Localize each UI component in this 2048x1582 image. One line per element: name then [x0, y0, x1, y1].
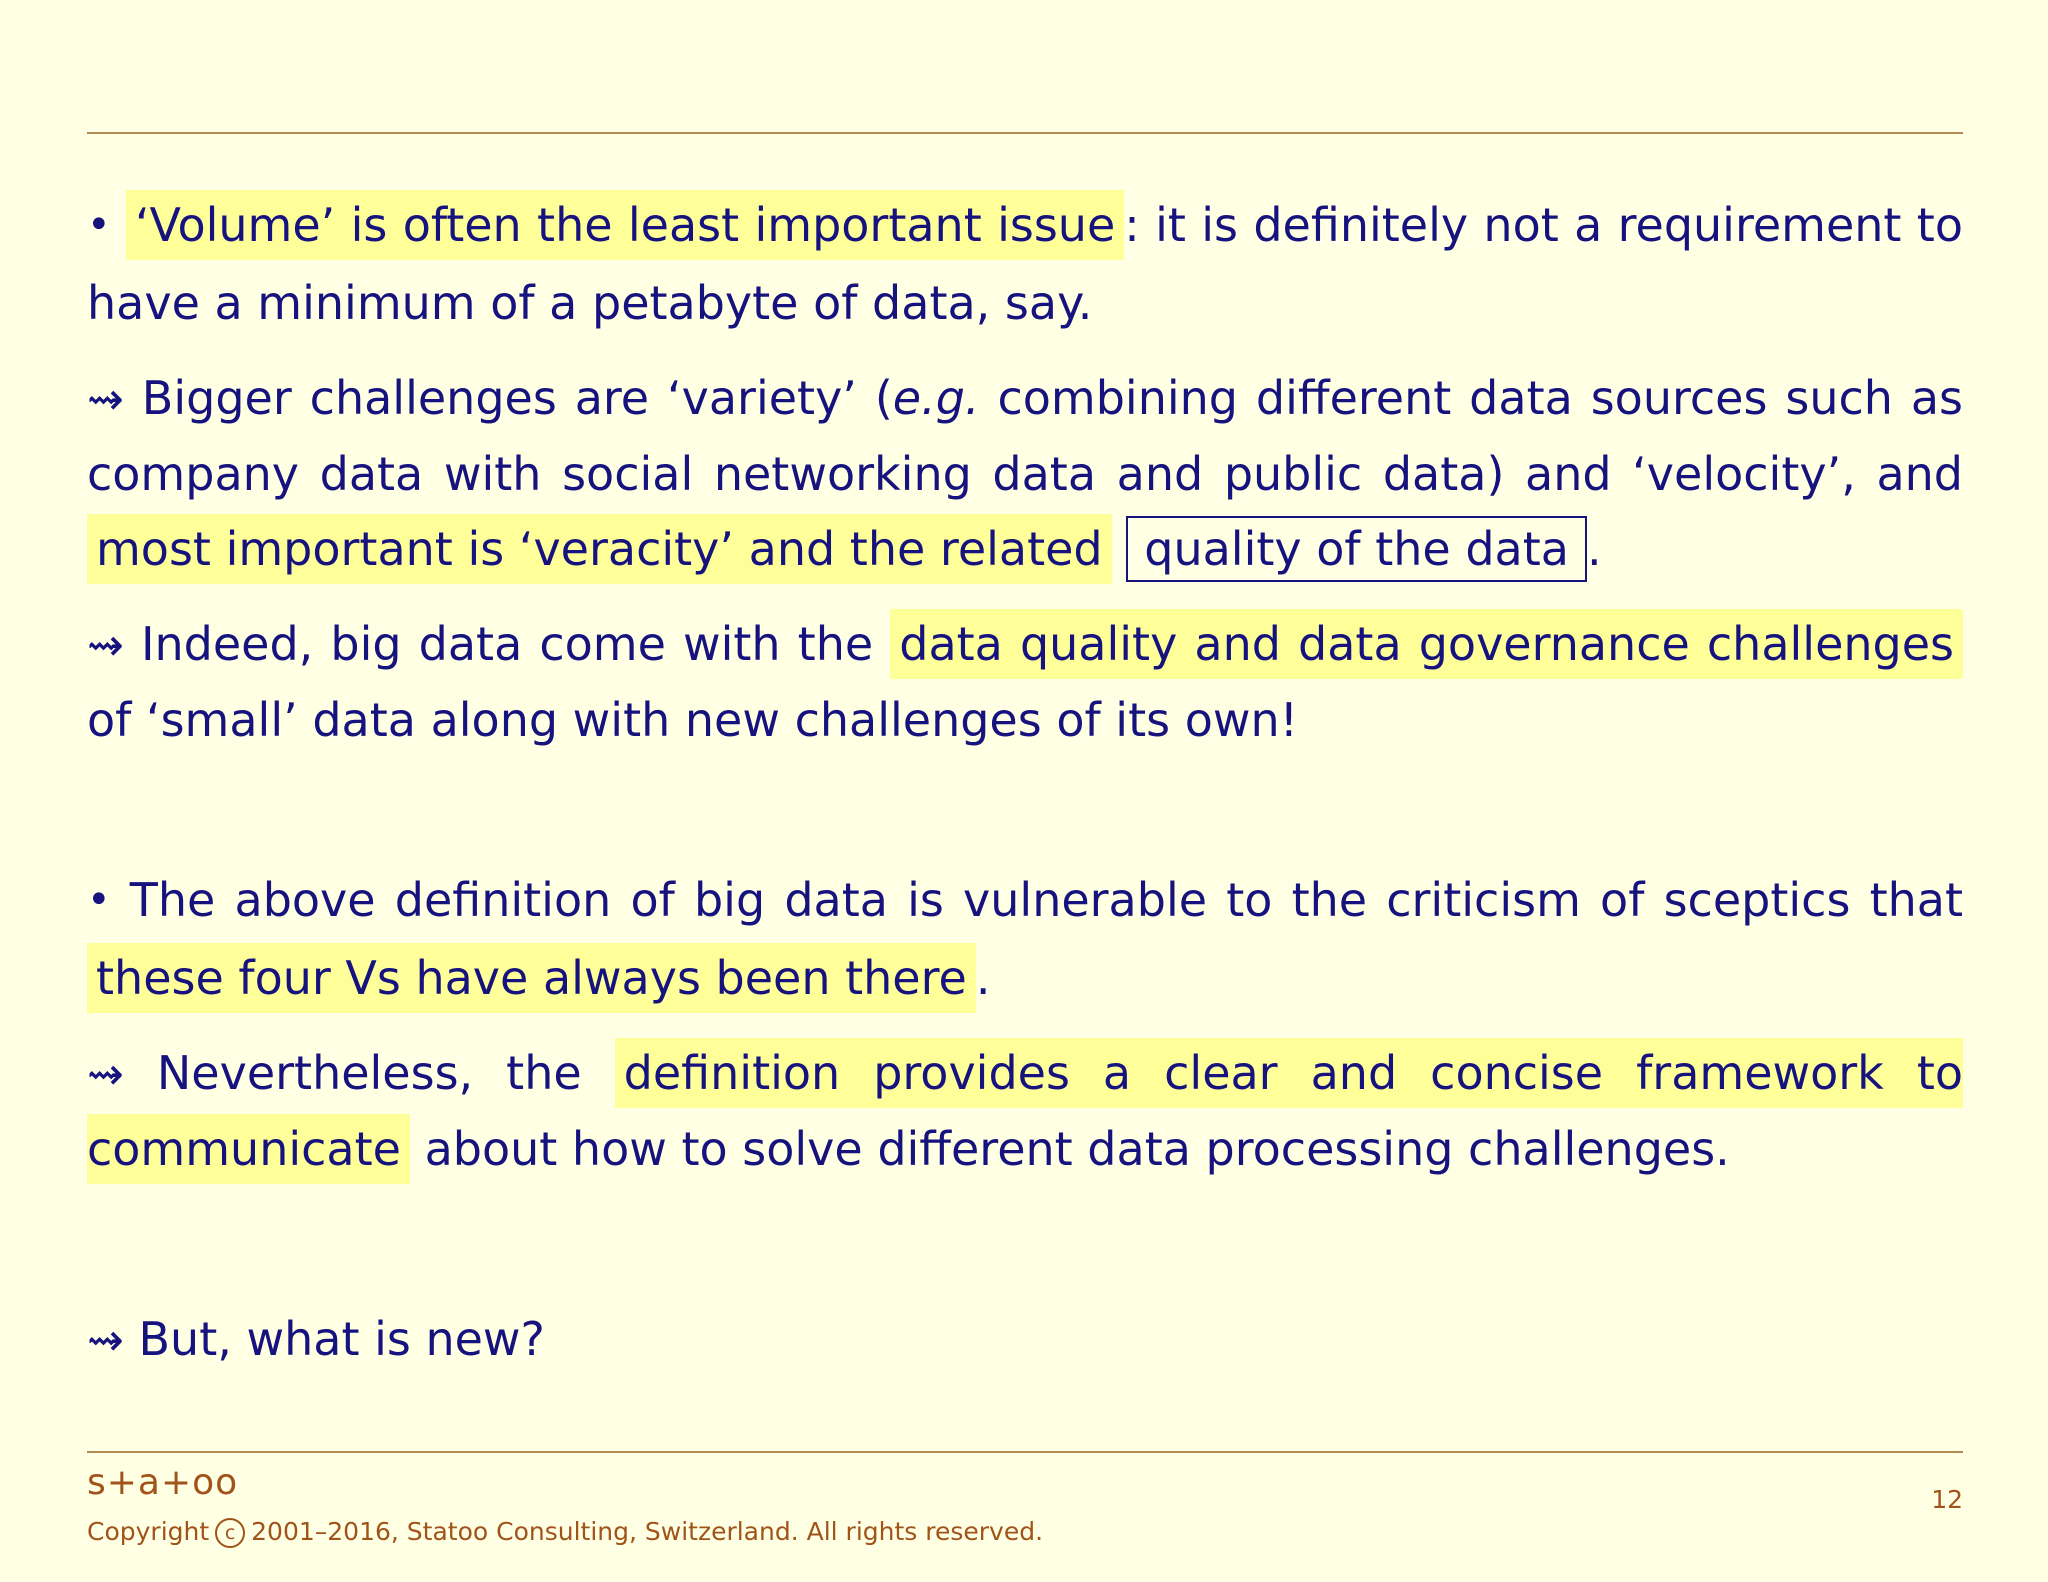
paragraph-nevertheless — [87, 1036, 1963, 1187]
boxed-quality-of-data: quality of the data — [1126, 516, 1587, 582]
text-nevertheless-2: about how to solve different data processing challenges. — [409, 1122, 1730, 1176]
text-definition-1: The above definition of big data is vulnerable to the criticism of sceptics that — [110, 873, 1963, 927]
leads-to-arrow-icon: ⇝ — [87, 374, 124, 425]
copyright-text: 2001–2016, Statoo Consulting, Switzerland. All rights reserved. — [251, 1517, 1044, 1546]
paragraph-volume — [87, 188, 1963, 341]
copyright-label: Copyright — [87, 1517, 210, 1546]
paragraph-definition — [87, 863, 1963, 1016]
paragraph-challenges — [87, 361, 1963, 587]
footer-rule — [87, 1451, 1963, 1453]
statoo-logo: s+a+oo — [87, 1462, 239, 1503]
leads-to-arrow-icon: ⇝ — [87, 1049, 124, 1100]
highlight-framework: definition provides a clear and concise framework to communicate — [87, 1038, 1963, 1184]
text-indeed-1: Indeed, big data come with the — [123, 617, 891, 671]
slide-body — [87, 188, 1963, 1378]
leads-to-arrow-icon: ⇝ — [87, 1315, 124, 1366]
copyright-notice — [87, 1517, 1043, 1548]
paragraph-indeed — [87, 607, 1963, 758]
bullet-icon: • — [87, 877, 111, 923]
highlight-volume: ‘Volume’ is often the least important issue — [126, 190, 1124, 260]
highlight-veracity: most important is ‘veracity’ and the related — [87, 514, 1112, 584]
leads-to-arrow-icon: ⇝ — [87, 620, 124, 671]
paragraph-what-is-new — [87, 1302, 1963, 1378]
text-eg: e.g. — [892, 371, 980, 425]
text-definition-end: . — [975, 951, 991, 1005]
copyright-icon: c — [215, 1518, 245, 1548]
text-challenges-2: combining different data sources such as company data with social networking data and public data) and ‘velocity’, and — [87, 371, 1964, 501]
text-what-is-new: But, what is new? — [123, 1312, 545, 1366]
text-challenges-1: Bigger challenges are ‘variety’ ( — [123, 371, 893, 425]
page-number: 12 — [1931, 1485, 1963, 1514]
highlight-four-vs: these four Vs have always been there — [87, 943, 976, 1013]
highlight-governance: data quality and data governance challenges — [890, 609, 1963, 679]
text-volume-rest: : it is definitely not a requirement to have a minimum of a petabyte of data, say. — [87, 198, 1963, 330]
text-indeed-2: of ‘small’ data along with new challenges of its own! — [87, 693, 1299, 747]
bullet-icon: • — [87, 202, 111, 248]
header-rule — [87, 132, 1963, 134]
text-challenges-end: . — [1586, 522, 1602, 576]
text-nevertheless-1: Nevertheless, the — [123, 1046, 615, 1100]
